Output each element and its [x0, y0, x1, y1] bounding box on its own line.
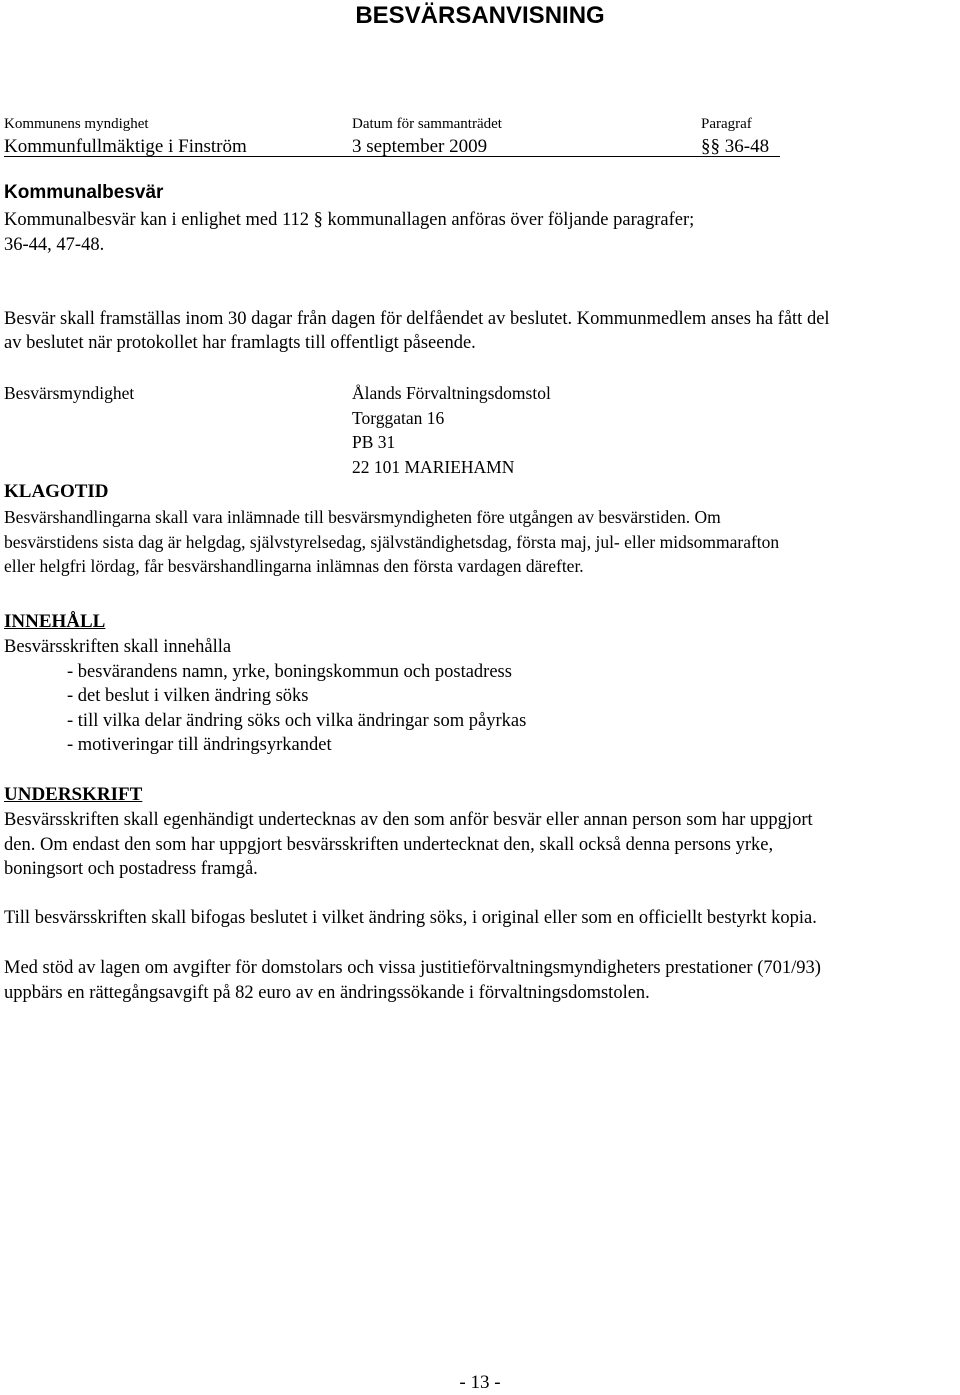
kommunalbesvar-paragraphs: 36-44, 47-48. — [4, 235, 105, 255]
fee-text: Med stöd av lagen om avgifter för domstolars och vissa justitieförvaltningsmyndigheters prestationer (701/93) — [4, 958, 821, 978]
klagotid-text: besvärstidens sista dag är helgdag, självstyrelsedag, självständighetsdag, första maj, jul- eller midsommarafton — [4, 532, 780, 552]
klagotid-text: eller helgfri lördag, får besvärshandlingarna inlämnas den första vardagen därefter. — [4, 556, 584, 576]
authority-value: Kommunfullmäktige i Finström — [4, 136, 247, 157]
underskrift-text: den. Om endast den som har uppgjort besvärsskriften undertecknat den, skall också denna persons yrke, — [4, 835, 774, 855]
underskrift-text: Besvärsskriften skall egenhändigt undertecknas av den som anför besvär eller annan person som har uppgjort — [4, 810, 813, 830]
date-label: Datum för sammanträdet — [352, 116, 502, 132]
innehall-intro: Besvärsskriften skall innehålla — [4, 637, 232, 657]
appeal-authority-postal: 22 101 MARIEHAMN — [352, 457, 515, 477]
page-number: - 13 - — [459, 1372, 501, 1393]
list-item: - det beslut i vilken ändring söks — [67, 686, 309, 706]
attachment-text: Till besvärsskriften skall bifogas beslutet i vilket ändring söks, i original eller som en officiellt bestyrkt kopia. — [4, 908, 817, 928]
kommunalbesvar-heading: Kommunalbesvär — [4, 182, 164, 203]
page-title: BESVÄRSANVISNING — [355, 2, 605, 29]
underskrift-heading: UNDERSKRIFT — [4, 784, 143, 805]
appeal-authority-name: Ålands Förvaltningsdomstol — [352, 383, 551, 403]
appeal-authority-label: Besvärsmyndighet — [4, 383, 135, 403]
list-item: - motiveringar till ändringsyrkandet — [67, 735, 332, 755]
paragraph-value: §§ 36-48 — [701, 136, 770, 157]
deadline-text: av beslutet när protokollet har framlagts till offentligt påseende. — [4, 333, 476, 353]
underskrift-text: boningsort och postadress framgå. — [4, 859, 258, 879]
deadline-text: Besvär skall framställas inom 30 dagar från dagen för delfåendet av beslutet. Kommunmedlem anses ha fått del — [4, 309, 830, 329]
header-divider — [4, 156, 780, 157]
klagotid-heading: KLAGOTID — [4, 481, 109, 502]
date-value: 3 september 2009 — [352, 136, 488, 157]
klagotid-text: Besvärshandlingarna skall vara inlämnade till besvärsmyndigheten före utgången av besvärstiden. Om — [4, 507, 721, 527]
appeal-authority-pobox: PB 31 — [352, 432, 396, 452]
list-item: - besvärandens namn, yrke, boningskommun och postadress — [67, 662, 512, 682]
paragraph-label: Paragraf — [701, 116, 752, 132]
authority-label: Kommunens myndighet — [4, 116, 149, 132]
innehall-heading: INNEHÅLL — [4, 611, 106, 632]
fee-text: uppbärs en rättegångsavgift på 82 euro av en ändringssökande i förvaltningsdomstolen. — [4, 983, 650, 1003]
list-item: - till vilka delar ändring söks och vilka ändringar som påyrkas — [67, 711, 527, 731]
kommunalbesvar-text: Kommunalbesvär kan i enlighet med 112 § kommunallagen anföras över följande paragrafer; — [4, 210, 695, 230]
appeal-authority-street: Torggatan 16 — [352, 408, 445, 428]
